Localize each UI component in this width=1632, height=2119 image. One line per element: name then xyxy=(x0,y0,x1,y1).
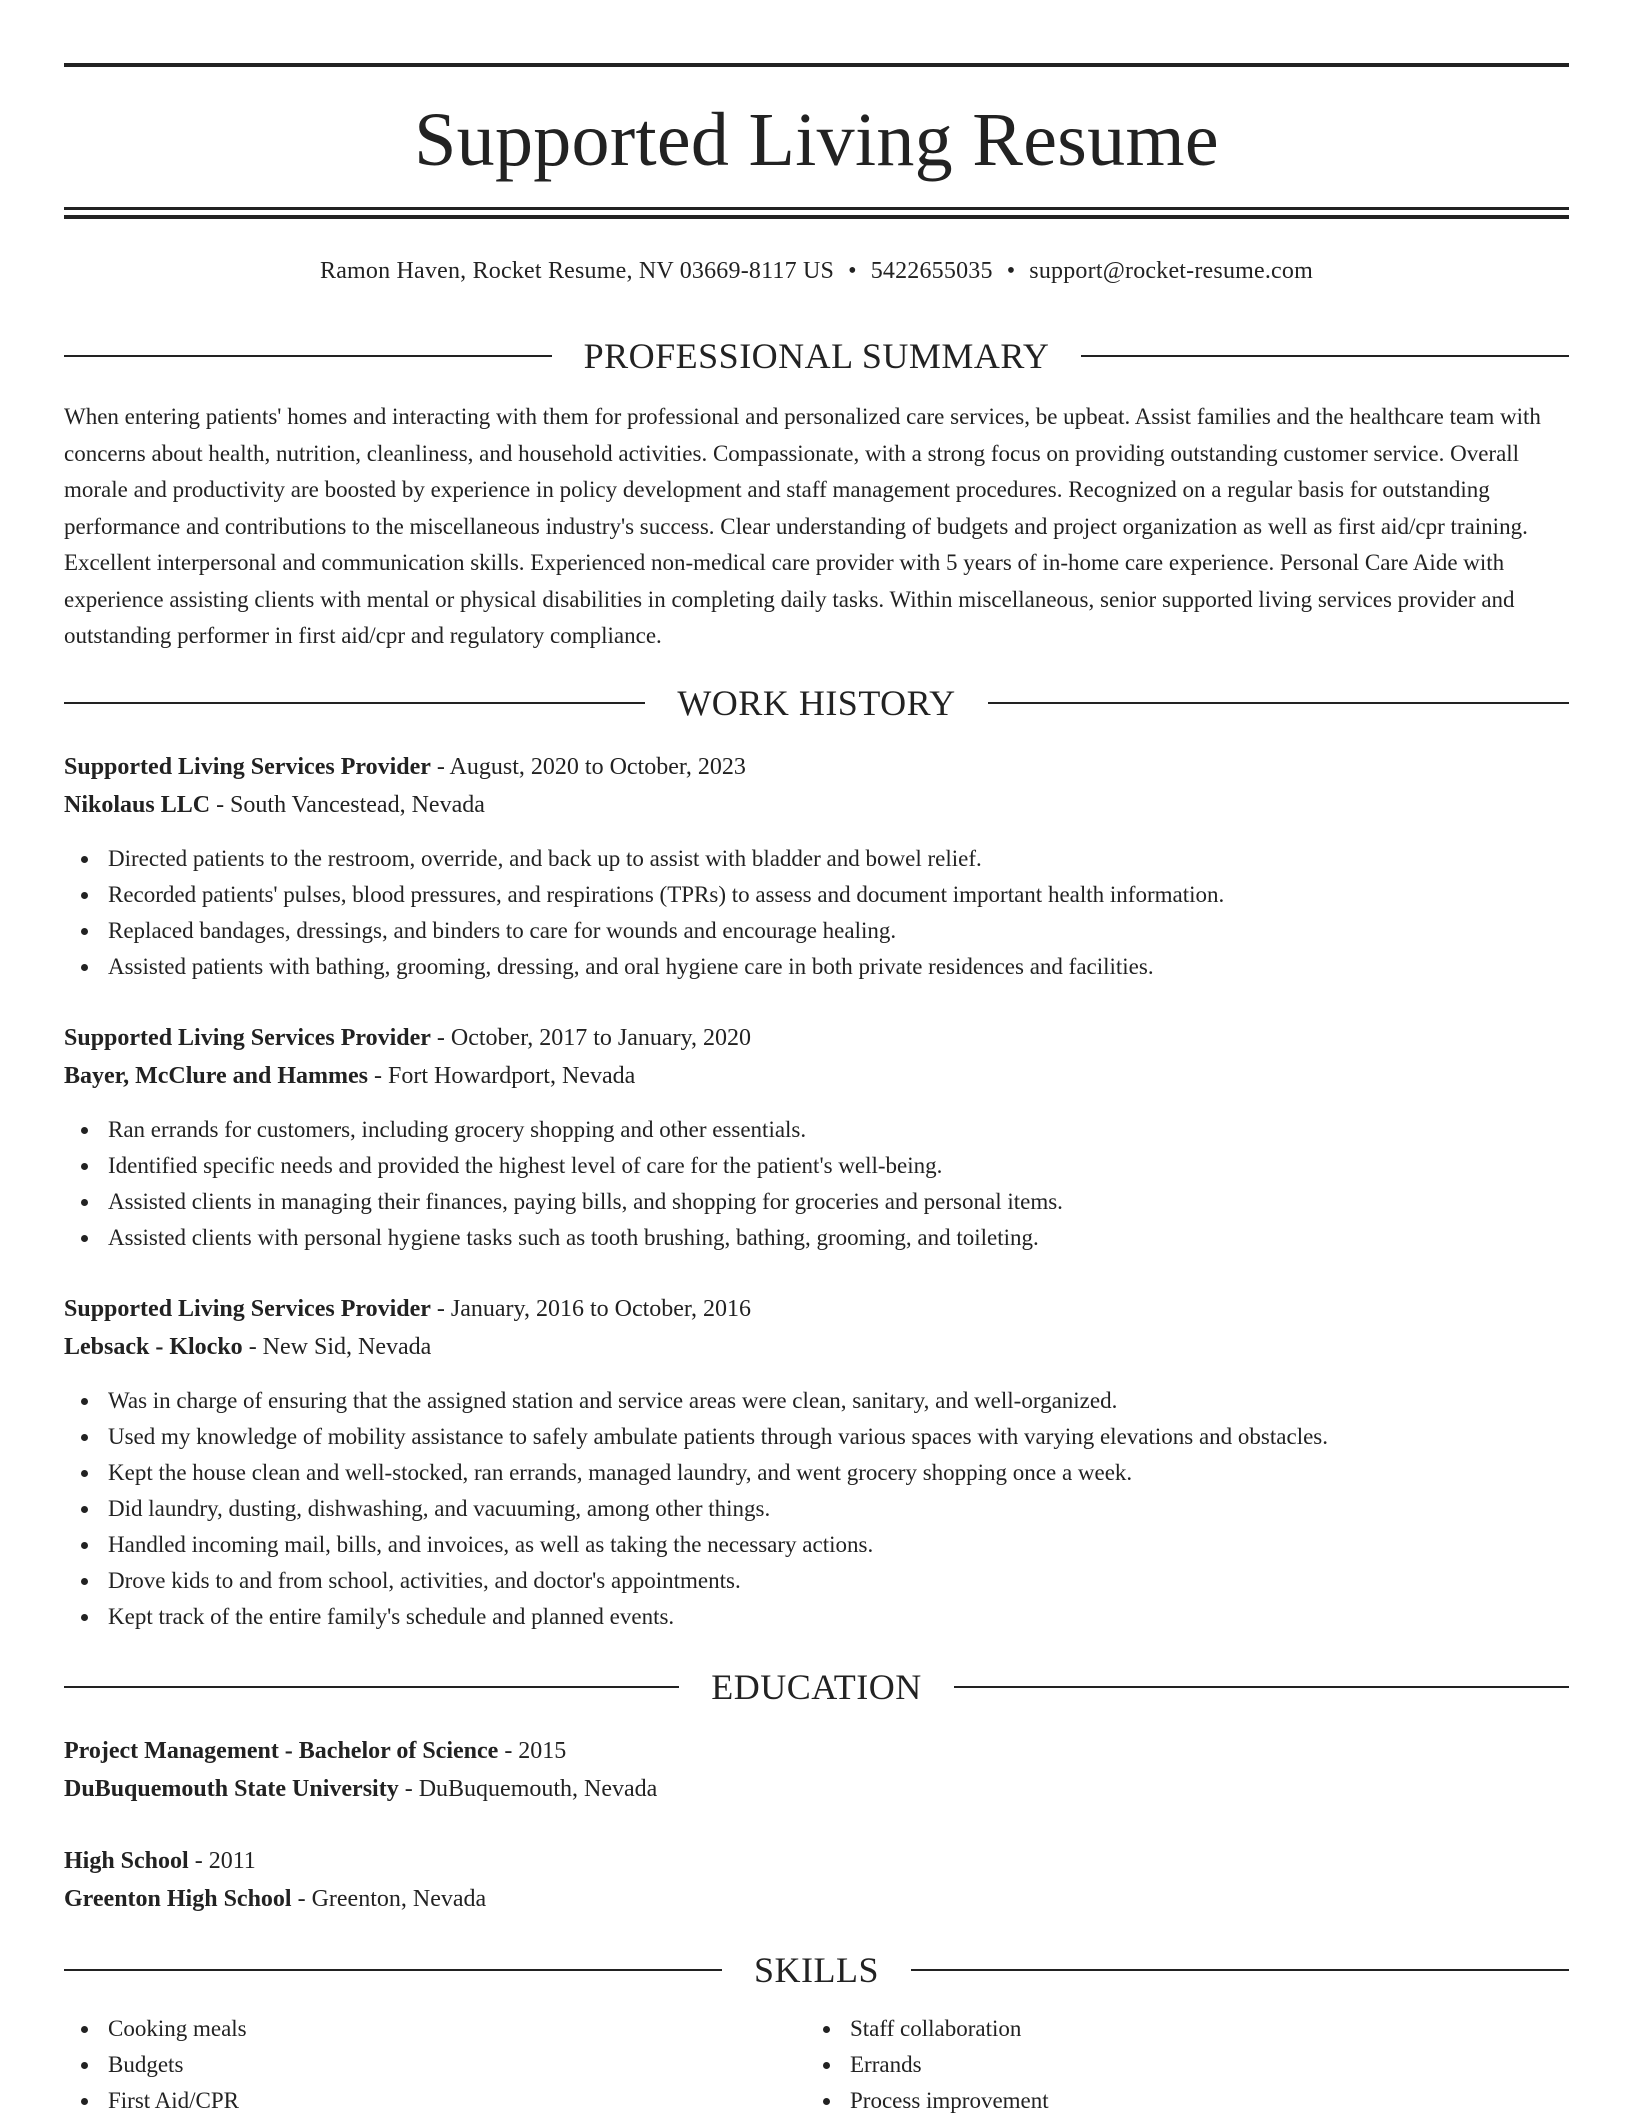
education-location: - DuBuquemouth, Nevada xyxy=(398,1776,658,1802)
list-item: Ran errands for customers, including grocery shopping and other essentials. xyxy=(108,1112,1613,1148)
contact-email: support@rocket-resume.com xyxy=(1029,258,1313,284)
list-item: Staff collaboration xyxy=(850,2011,1530,2047)
job-location: - New Sid, Nevada xyxy=(242,1334,432,1360)
list-item: Assisted patients with bathing, grooming, dressing, and oral hygiene care in both private residences and facilities. xyxy=(108,949,1613,985)
job-title-line xyxy=(64,750,1569,784)
job-location: - South Vancestead, Nevada xyxy=(210,792,485,818)
skills-list-left xyxy=(64,2011,788,2119)
contact-address: Ramon Haven, Rocket Resume, NV 03669-8117 US xyxy=(320,258,835,284)
heading-rule xyxy=(64,1686,679,1688)
list-item: Handled incoming mail, bills, and invoices, as well as taking the necessary actions. xyxy=(108,1527,1613,1563)
section-title: PROFESSIONAL SUMMARY xyxy=(583,336,1050,376)
section-title: EDUCATION xyxy=(711,1667,922,1707)
list-item: Drove kids to and from school, activities, and doctor's appointments. xyxy=(108,1563,1613,1599)
title-rule-upper xyxy=(64,207,1569,210)
heading-rule xyxy=(954,1686,1569,1688)
list-item: Replaced bandages, dressings, and binders to care for wounds and encourage healing. xyxy=(108,913,1613,949)
job-dates: - August, 2020 to October, 2023 xyxy=(430,754,746,780)
education-degree: High School xyxy=(64,1848,189,1874)
heading-rule xyxy=(64,1969,722,1971)
list-item: Cooking meals xyxy=(108,2011,788,2047)
job-location: - Fort Howardport, Nevada xyxy=(367,1063,636,1089)
list-item: Did laundry, dusting, dishwashing, and vacuuming, among other things. xyxy=(108,1491,1613,1527)
education-school: Greenton High School xyxy=(64,1886,292,1912)
list-item: Errands xyxy=(850,2047,1530,2083)
skills-heading xyxy=(64,1948,1569,1992)
heading-rule xyxy=(64,355,552,357)
job-title-line xyxy=(64,1021,1569,1055)
education-year: - 2015 xyxy=(498,1738,567,1764)
list-item: Directed patients to the restroom, override, and back up to assist with bladder and bowel relief. xyxy=(108,841,1613,877)
contact-separator: • xyxy=(1006,258,1016,284)
job-title-line xyxy=(64,1292,1569,1326)
contact-line xyxy=(64,254,1569,288)
section-title: SKILLS xyxy=(754,1950,880,1990)
list-item: Assisted clients in managing their finances, paying bills, and shopping for groceries and personal items. xyxy=(108,1184,1613,1220)
heading-rule xyxy=(911,1969,1569,1971)
top-rule xyxy=(64,63,1569,67)
job-dates: - January, 2016 to October, 2016 xyxy=(430,1296,751,1322)
job-dates: - October, 2017 to January, 2020 xyxy=(430,1025,751,1051)
job-company: Nikolaus LLC xyxy=(64,792,211,818)
job-company: Lebsack - Klocko xyxy=(64,1334,243,1360)
education-school-line xyxy=(64,1772,1569,1806)
summary-heading xyxy=(64,334,1569,378)
heading-rule xyxy=(64,702,645,704)
job-title: Supported Living Services Provider xyxy=(64,1296,431,1322)
list-item: First Aid/CPR xyxy=(108,2083,788,2119)
contact-separator: • xyxy=(848,258,857,284)
list-item: Budgets xyxy=(108,2047,788,2083)
list-item: Kept the house clean and well-stocked, ran errands, managed laundry, and went grocery shopping once a week. xyxy=(108,1455,1613,1491)
skills-list-right xyxy=(806,2011,1530,2119)
list-item: Recorded patients' pulses, blood pressures, and respirations (TPRs) to assess and document important health information. xyxy=(108,877,1613,913)
section-title: WORK HISTORY xyxy=(677,683,956,723)
job-company-line xyxy=(64,788,1569,822)
job-duties-list xyxy=(64,1112,1613,1256)
education-school-line xyxy=(64,1882,1569,1916)
list-item: Kept track of the entire family's schedule and planned events. xyxy=(108,1599,1613,1635)
education-degree-line xyxy=(64,1844,1569,1878)
job-company-line xyxy=(64,1059,1569,1093)
list-item: Was in charge of ensuring that the assigned station and service areas were clean, sanitary, and well-organized. xyxy=(108,1383,1613,1419)
job-title: Supported Living Services Provider xyxy=(64,1025,431,1051)
heading-rule xyxy=(988,702,1569,704)
summary-text: When entering patients' homes and interacting with them for professional and personalized care services, be upbeat. Assist families and the healthcare team with concerns about health, nutrition, cleanliness, and household activities. Compassionate, with a strong focus on providing outstanding customer service. Overall morale and productivity are boosted by experience in policy development and staff management procedures. Recognized on a regular basis for outstanding performance and contributions to the miscellaneous industry's success. Clear understanding of budgets and project organization as well as first aid/cpr training. Excellent interpersonal and communication skills. Experienced non-medical care provider with 5 years of in-home care experience. Personal Care Aide with experience assisting clients with mental or physical disabilities in completing daily tasks. Within miscellaneous, senior supported living services provider and outstanding performer in first aid/cpr and regulatory compliance. xyxy=(64,404,1541,648)
education-degree-line xyxy=(64,1734,1569,1768)
job-duties-list xyxy=(64,1383,1613,1635)
education-school: DuBuquemouth State University xyxy=(64,1776,399,1802)
education-location: - Greenton, Nevada xyxy=(291,1886,487,1912)
heading-rule xyxy=(1081,355,1569,357)
job-company-line xyxy=(64,1330,1569,1364)
list-item: Assisted clients with personal hygiene tasks such as tooth brushing, bathing, grooming, and toileting. xyxy=(108,1220,1613,1256)
job-title: Supported Living Services Provider xyxy=(64,754,431,780)
job-duties-list xyxy=(64,841,1613,985)
contact-phone: 5422655035 xyxy=(870,258,993,284)
title-rule-lower xyxy=(64,215,1569,219)
job-company: Bayer, McClure and Hammes xyxy=(64,1063,368,1089)
list-item: Identified specific needs and provided the highest level of care for the patient's well-being. xyxy=(108,1148,1613,1184)
list-item: Process improvement xyxy=(850,2083,1530,2119)
work-history-heading xyxy=(64,681,1569,725)
education-heading xyxy=(64,1665,1569,1709)
list-item: Used my knowledge of mobility assistance to safely ambulate patients through various spaces with varying elevations and obstacles. xyxy=(108,1419,1613,1455)
education-year: - 2011 xyxy=(188,1848,256,1874)
education-degree: Project Management - Bachelor of Science xyxy=(64,1738,499,1764)
resume-title: Supported Living Resume xyxy=(414,98,1219,182)
